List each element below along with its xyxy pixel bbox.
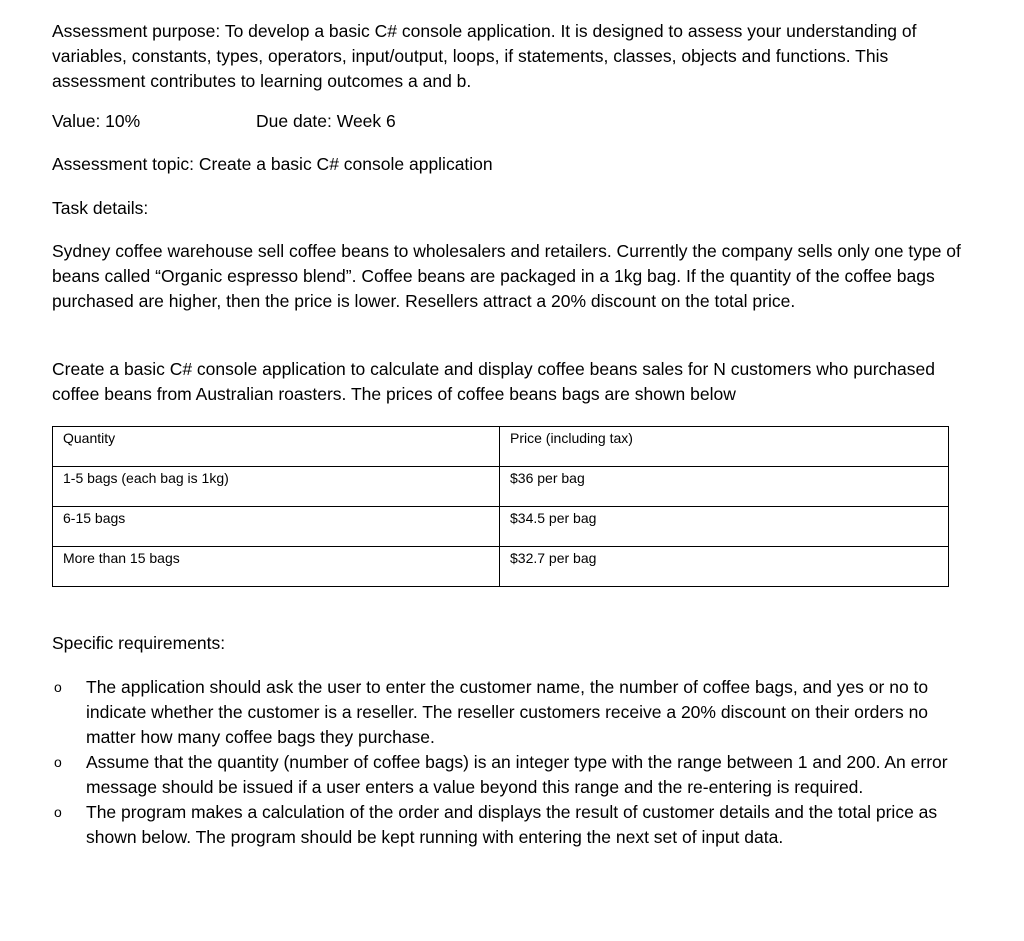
task-instruction-paragraph: Create a basic C# console application to calculate and display coffee beans sales for N customers who purchased coffee beans from Australian roasters. The prices of coffee beans bags are shown below [52,359,935,404]
price-table [52,426,949,587]
assessment-topic: Assessment topic: Create a basic C# console application [52,154,493,174]
assessment-purpose: Assessment purpose: To develop a basic C# console application. It is designed to assess your understanding of variables, constants, types, operators, input/output, loops, if statements, classes, objects and functions. This assessment contributes to learning outcomes a and b. [52,21,917,91]
table-header-price: Price (including tax) [500,427,949,467]
table-cell-quantity: More than 15 bags [53,547,500,587]
table-row [53,547,949,587]
specific-requirements-heading: Specific requirements: [52,633,226,653]
task-intro-paragraph: Sydney coffee warehouse sell coffee beans to wholesalers and retailers. Currently the company sells only one type of beans called “Organic espresso blend”. Coffee beans are packaged in a 1kg bag. If the quantity of the coffee bags purchased are higher, then the price is lower. Resellers attract a 20% discount on the total price. [52,241,961,311]
table-cell-price: $32.7 per bag [500,547,949,587]
table-cell-quantity: 1-5 bags (each bag is 1kg) [53,467,500,507]
list-item [0,675,1024,750]
task-details-heading: Task details: [52,198,149,218]
table-cell-price: $34.5 per bag [500,507,949,547]
requirements-list [0,675,1024,850]
bullet-icon: o [54,754,62,770]
requirement-text: The program makes a calculation of the order and displays the result of customer details and the total price as shown below. The program should be kept running with entering the next set of input data. [86,802,938,847]
bullet-icon: o [54,679,62,695]
table-cell-quantity: 6-15 bags [53,507,500,547]
requirement-text: Assume that the quantity (number of coffee bags) is an integer type with the range between 1 and 200. An error message should be issued if a user enters a value beyond this range and the re-entering is required. [86,752,948,797]
requirement-text: The application should ask the user to enter the customer name, the number of coffee bags, and yes or no to indicate whether the customer is a reseller. The reseller customers receive a 20% discount on their orders no matter how many coffee bags they purchase. [86,677,929,747]
assessment-due-date: Due date: Week 6 [256,111,396,131]
list-item [0,800,1024,850]
list-item [0,750,1024,800]
table-row [53,467,949,507]
table-cell-price: $36 per bag [500,467,949,507]
assessment-value: Value: 10% [52,111,141,131]
table-header-row [53,427,949,467]
bullet-icon: o [54,804,62,820]
table-row [53,507,949,547]
table-header-quantity: Quantity [53,427,500,467]
